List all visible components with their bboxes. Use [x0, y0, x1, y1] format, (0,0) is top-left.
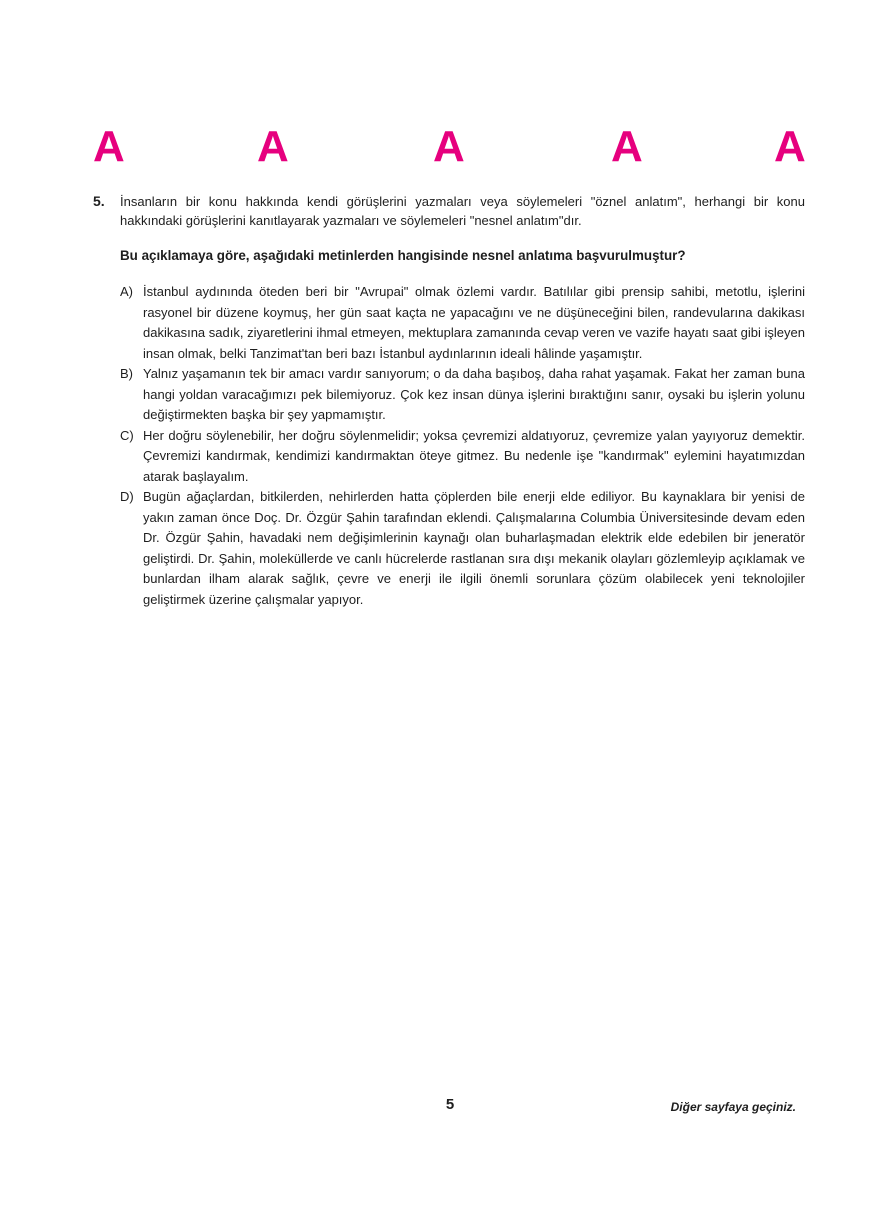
booklet-letter: A: [611, 122, 643, 171]
answer-option-d[interactable]: [120, 487, 805, 610]
option-text: Yalnız yaşamanın tek bir amacı vardır sanıyorum; o da daha başıboş, daha rahat yaşamak. Fakat her zaman buna hangi yoldan varacağımızı pek bilemiyoruz. Çok kez insan dünya işlerini bıraktığını sanır, oysaki bu işlerin yolunu değiştirmekten başka bir şey yapmamıştır.: [143, 366, 805, 422]
question-number: 5.: [93, 193, 105, 209]
answer-option-a[interactable]: [120, 282, 805, 364]
option-letter: A): [120, 284, 133, 299]
booklet-letter: A: [257, 122, 289, 171]
option-text: Bugün ağaçlardan, bitkilerden, nehirlerden hatta çöplerden bile enerji elde ediliyor. Bu kaynaklara bir yenisi de yakın zaman önce Doç. Dr. Özgür Şahin tarafından eklendi. Çalışmalarına Columbia Üniversitesinde devam eden Dr. Özgür Şahin, havadaki nem değişimlerinin kaynağı olan buharlaşmadan elektrik elde edebilen bir jeneratör geliştirdi. Dr. Şahin, moleküllerde ve canlı hücrelerde rastlanan sıra dışı mekanik olayları gözlemleyip açıklamak ve bunlardan ilham alarak sağlık, çevre ve enerji ile ilgili önemli sorunlara çözüm olabilecek yeni teknolojiler geliştirmek üzerine çalışmalar yapıyor.: [143, 489, 805, 607]
question-block: [93, 192, 805, 610]
option-letter: C): [120, 427, 134, 443]
option-letter: B): [120, 366, 133, 381]
booklet-letter: A: [93, 122, 125, 171]
answer-option-b[interactable]: [120, 364, 805, 426]
question-stem: İnsanların bir konu hakkında kendi görüşlerini yazmaları veya söylemeleri "öznel anlatım", herhangi bir konu hakkındaki görüşlerini kanıtlayarak yazmaları ve söylemeleri "nesnel anlatım"dır.: [120, 194, 805, 228]
answer-option-c[interactable]: [120, 426, 805, 488]
page-number: 5: [445, 1096, 455, 1113]
booklet-letter: A: [774, 122, 806, 171]
booklet-letter: A: [433, 122, 465, 171]
option-text: Her doğru söylenebilir, her doğru söylenmelidir; yoksa çevremizi aldatıyoruz, çevremize yalan yayıyoruz demektir. Çevremizi kandırmak, kendimizi kandırmaktan öteye gitmez. Bu nedenle işe "kandırmak" eylemini hayatımızdan atarak başlayalım.: [143, 427, 805, 484]
option-text: İstanbul aydınında öteden beri bir "Avrupai" olmak özlemi vardır. Batılılar gibi prensip sahibi, metotlu, işlerini rasyonel bir düzene koymuş, her gün saat kaçta ne yapacağını ve ne düşüneceğini bilen, randevularına dakikası dakikasına sadık, ziyaretlerini ihmal etmeyen, mektuplara zamanında cevap veren ve vazife hayatı saat gibi işleyen insan olmak, belki Tanzimat'tan beri bazı İstanbul aydınlarının ideali hâlinde yaşamıştır.: [143, 284, 805, 361]
option-letter: D): [120, 489, 134, 504]
next-page-note: Diğer sayfaya geçiniz.: [670, 1100, 796, 1114]
booklet-type-header: [93, 122, 805, 172]
answer-options: [120, 282, 805, 610]
question-prompt: Bu açıklamaya göre, aşağıdaki metinlerden hangisinde nesnel anlatıma başvurulmuştur?: [120, 248, 686, 263]
